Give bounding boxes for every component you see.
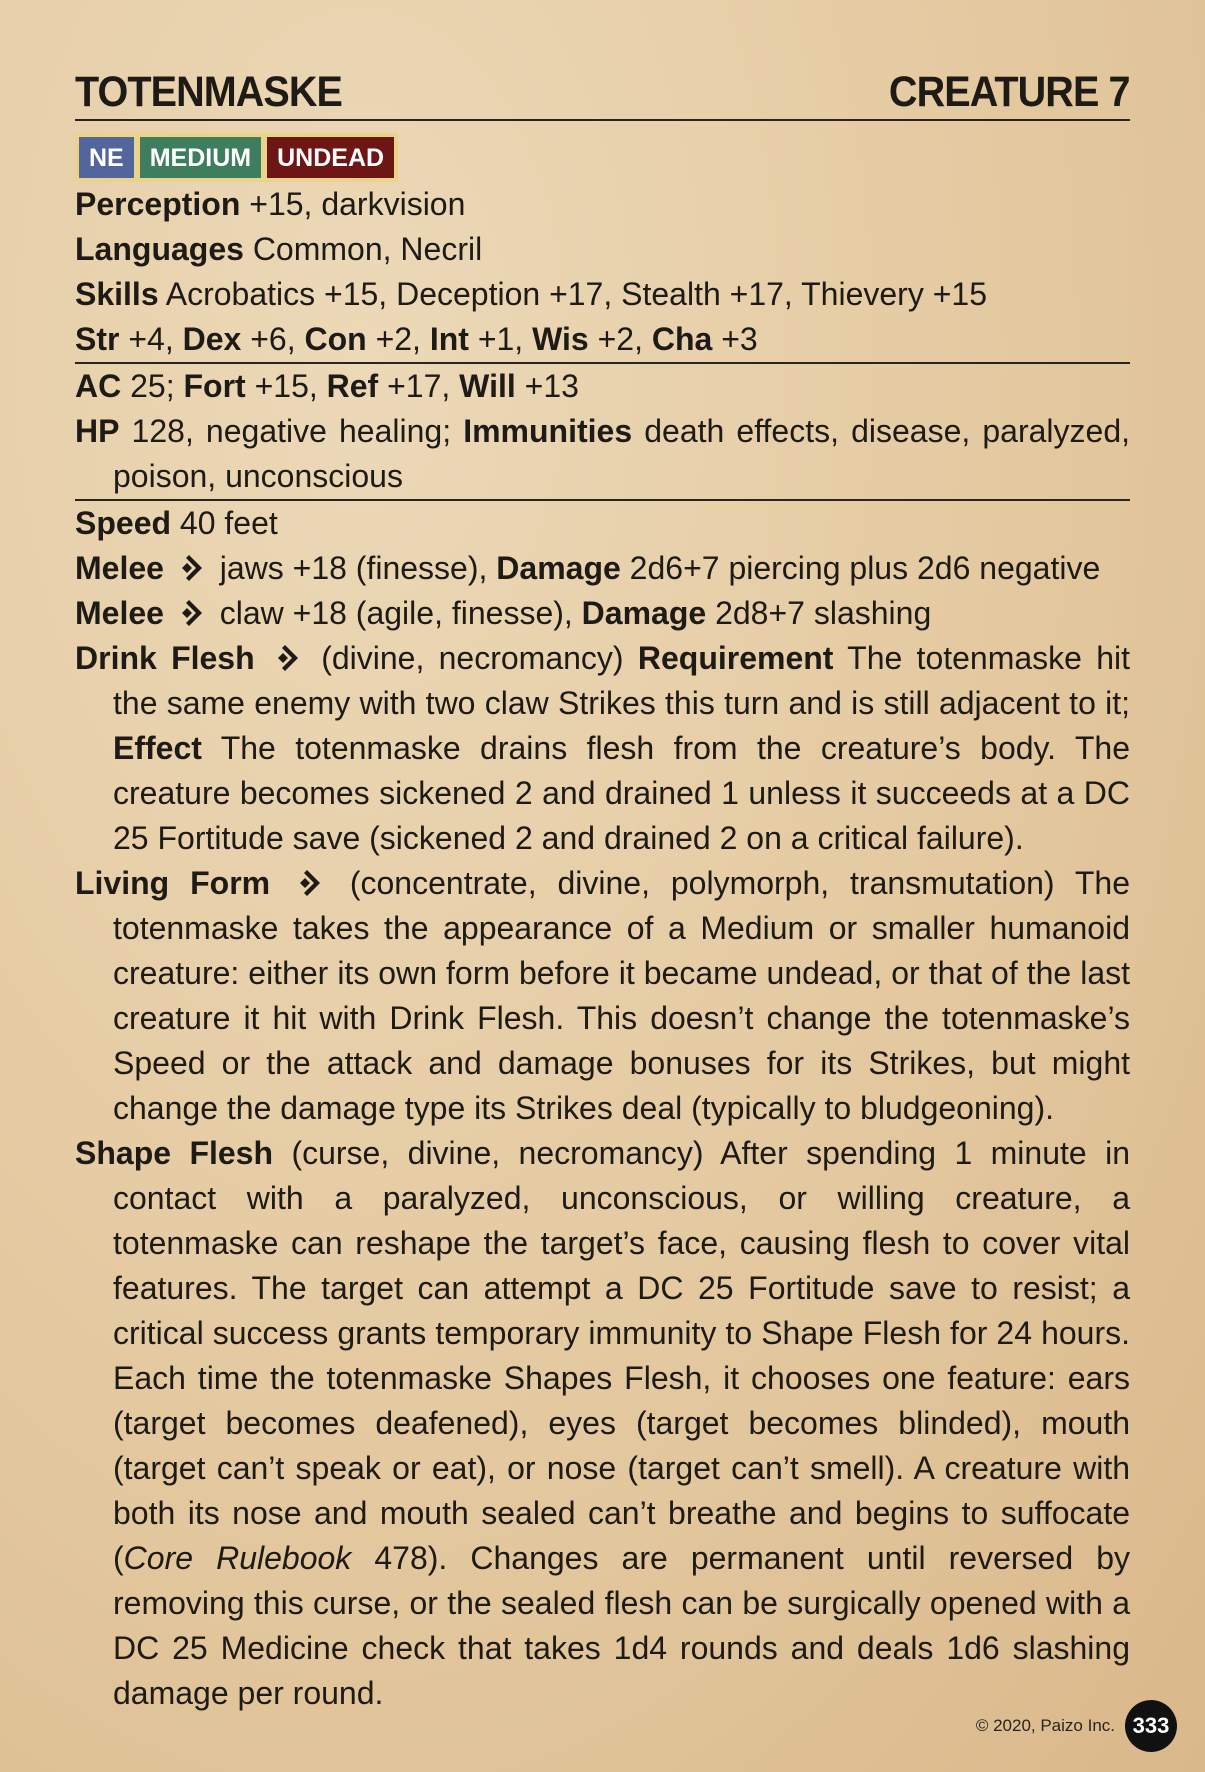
trait-type: UNDEAD (267, 137, 394, 178)
ability-scores-line: Str +4, Dex +6, Con +2, Int +1, Wis +2, Cha +3 (75, 321, 758, 357)
perception-line: Perception +15, darkvision (75, 186, 466, 222)
single-action-icon (177, 598, 207, 628)
single-action-icon (177, 553, 207, 583)
trait-size: MEDIUM (140, 137, 261, 178)
living-form-ability: Living Form (concentrate, divine, polymorph, transmutation) The totenmaske takes the appearance of a Medium or smaller humanoid creature: either its own form before it became undead, or that of the last creature it hit with Drink Flesh. This doesn’t change the totenmaske’s Speed or the attack and damage bonuses for its Strikes, but might change the damage type its Strikes deal (typically to bludgeoning). (75, 865, 1130, 1126)
trait-row (75, 133, 398, 182)
skills-line: Skills Acrobatics +15, Deception +17, Stealth +17, Thievery +15 (75, 276, 987, 312)
creature-name: TOTENMASKE (75, 68, 343, 116)
melee-jaws-line: Melee jaws +18 (finesse), Damage 2d6+7 piercing plus 2d6 negative (75, 550, 1101, 586)
trait-alignment: NE (79, 137, 134, 178)
page-footer (976, 1700, 1177, 1752)
shape-flesh-ability: Shape Flesh (curse, divine, necromancy) After spending 1 minute in contact with a paralyzed, unconscious, or willing creature, a totenmaske can reshape the target’s face, causing flesh to cover vital features. The target can attempt a DC 25 Fortitude save to resist; a critical success grants temporary immunity to Shape Flesh for 24 hours. Each time the totenmaske Shapes Flesh, it chooses one feature: ears (target becomes deafened), eyes (target becomes blinded), mouth (target can’t speak or eat), or nose (target can’t smell). A creature with both its nose and mouth sealed can’t breathe and begins to suffocate (Core Rulebook 478). Changes are permanent until reversed by removing this curse, or the sealed flesh can be surgically opened with a DC 25 Medicine check that takes 1d4 rounds and deals 1d6 slashing damage per round. (75, 1135, 1131, 1711)
defense-line: AC 25; Fort +15, Ref +17, Will +13 (75, 368, 579, 404)
stat-block (75, 68, 1130, 1716)
page-number: 333 (1125, 1700, 1177, 1752)
stat-header (75, 68, 1130, 121)
creature-level: CREATURE 7 (889, 68, 1130, 116)
drink-flesh-ability: Drink Flesh (divine, necromancy) Requirement The totenmaske hit the same enemy with two claw Strikes this turn and is still adjacent to it; Effect The totenmaske drains flesh from the creature’s body. The creature becomes sickened 2 and drained 1 unless it succeeds at a DC 25 Fortitude save (sickened 2 and drained 2 on a critical failure). (75, 640, 1131, 856)
single-action-icon (273, 643, 303, 673)
hp-line: HP 128, negative healing; Immunities death effects, disease, paralyzed, poison, unconscious (75, 413, 1130, 494)
speed-line: Speed 40 feet (75, 505, 278, 541)
single-action-icon (295, 868, 325, 898)
copyright: © 2020, Paizo Inc. (975, 1716, 1115, 1735)
melee-claw-line: Melee claw +18 (agile, finesse), Damage 2d8+7 slashing (75, 595, 932, 631)
languages-line: Languages Common, Necril (75, 231, 483, 267)
